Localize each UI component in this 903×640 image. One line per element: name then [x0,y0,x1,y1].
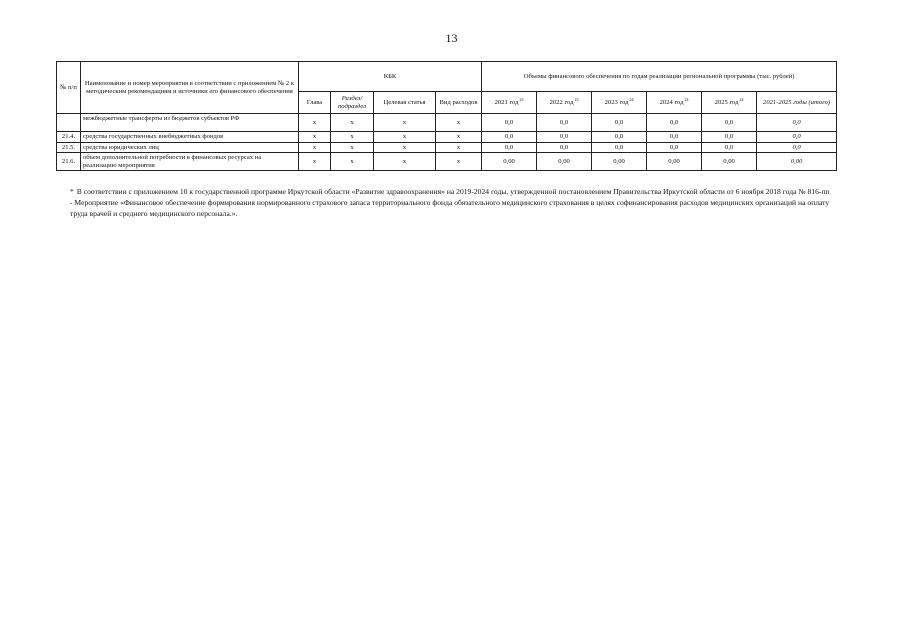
row-value-cell: 0,0 [482,142,537,153]
row-total-cell: 0,0 [757,132,837,143]
footnote [70,187,830,219]
header-kbk: КБК [299,62,482,92]
row-name: средства юридических лиц [81,142,299,153]
table-row [57,142,837,153]
financing-table [56,61,837,171]
row-total-cell: 0,00 [757,153,837,171]
row-name: межбюджетные трансферты из бюджетов субъектов РФ [81,114,299,132]
row-value-cell: 0,0 [702,132,757,143]
header-year: 2024 год$^{24}$ [647,92,702,114]
row-kbk-cell: х [374,153,436,171]
header-year: 2021 год$^{23}$ [482,92,537,114]
header-glava: Глава [299,92,331,114]
row-name: средства государственных внебюджетных фондов [81,132,299,143]
row-kbk-cell: х [331,153,374,171]
row-num: 21.4. [57,132,81,143]
row-kbk-cell: х [436,142,482,153]
row-value-cell: 0,0 [592,132,647,143]
header-name: Наименование и номер мероприятия в соответствии с приложением № 2 к методическим рекомендациям и источники его финансового обеспечения [81,62,299,114]
row-kbk-cell: х [374,142,436,153]
header-total: 2021-2025 годы (итого) [757,92,837,114]
row-name: объем дополнительной потребности в финансовых ресурсах на реализацию мероприятия [81,153,299,171]
row-kbk-cell: х [331,114,374,132]
row-value-cell: 0,00 [482,153,537,171]
table-row [57,132,837,143]
row-value-cell: 0,0 [647,132,702,143]
header-year: 2022 год$^{23}$ [537,92,592,114]
row-kbk-cell: х [374,132,436,143]
row-num: 21.6. [57,153,81,171]
header-tselevaya: Целевая статья [374,92,436,114]
row-kbk-cell: х [436,114,482,132]
row-kbk-cell: х [299,153,331,171]
row-kbk-cell: х [299,132,331,143]
row-value-cell: 0,0 [647,114,702,132]
header-volumes: Объемы финансового обеспечения по годам реализации региональной программы (тыс. рублей) [482,62,837,92]
row-value-cell: 0,0 [592,114,647,132]
header-year: 2025 год$^{24}$ [702,92,757,114]
row-value-cell: 0,00 [647,153,702,171]
row-value-cell: 0,00 [702,153,757,171]
row-kbk-cell: х [436,153,482,171]
row-num: 21.5. [57,142,81,153]
header-razdel: Раздел/ подраздел [331,92,374,114]
header-year: 2023 год$^{24}$ [592,92,647,114]
header-num: № п/п [57,62,81,114]
row-num [57,114,81,132]
row-value-cell: 0,0 [702,114,757,132]
table-body [57,114,837,171]
table-row [57,114,837,132]
row-value-cell: 0,0 [537,132,592,143]
header-vid: Вид расходов [436,92,482,114]
row-value-cell: 0,0 [482,132,537,143]
row-kbk-cell: х [331,142,374,153]
table-header [57,62,837,114]
table-row [57,153,837,171]
row-value-cell: 0,0 [592,142,647,153]
row-value-cell: 0,0 [537,142,592,153]
row-kbk-cell: х [331,132,374,143]
row-value-cell: 0,00 [592,153,647,171]
page-number: 13 [445,31,458,45]
row-value-cell: 0,00 [537,153,592,171]
row-kbk-cell: х [436,132,482,143]
row-total-cell: 0,0 [757,114,837,132]
footnote-marker: * [70,187,74,196]
row-kbk-cell: х [299,114,331,132]
footnote-text: В соответствии с приложением 10 к государственной программе Иркутской области «Развитие здравоохранения» на 2019-2024 годы, утвержденной постановлением Правительства Иркутской области от 6 ноября 2018 года № 816-пп - Мероприятие «Финансовое обеспечение формирования нормированного страхового запаса территориального фонда обязательного медицинского страхования в целях софинансирования расходов медицинских организаций на оплату труда врачей и среднего медицинского персонала.». [70,187,830,218]
row-kbk-cell: х [299,142,331,153]
row-value-cell: 0,0 [702,142,757,153]
row-value-cell: 0,0 [537,114,592,132]
row-kbk-cell: х [374,114,436,132]
row-value-cell: 0,0 [647,142,702,153]
row-value-cell: 0,0 [482,114,537,132]
row-total-cell: 0,0 [757,142,837,153]
